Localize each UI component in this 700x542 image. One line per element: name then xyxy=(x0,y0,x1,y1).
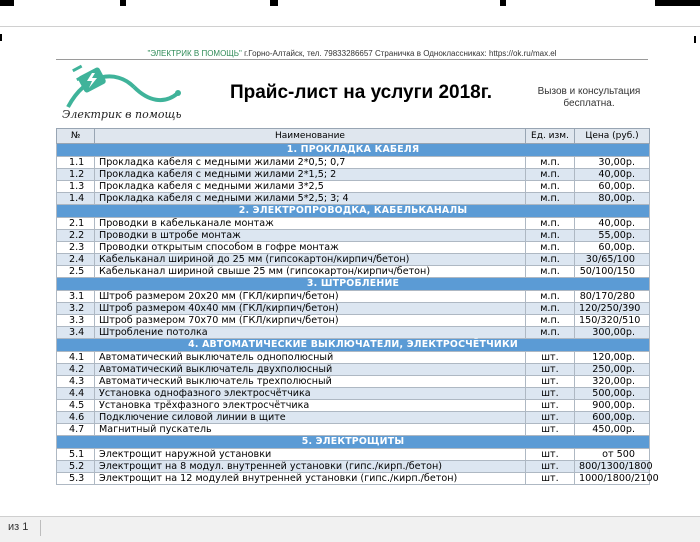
row-number: 2.2 xyxy=(57,230,95,242)
row-unit: м.п. xyxy=(526,266,575,278)
logo-text: Электрик в помощь xyxy=(62,108,182,121)
row-number: 4.6 xyxy=(57,412,95,424)
row-service-name: Штроб размером 40х40 мм (ГКЛ/кирпич/бетон) xyxy=(95,303,526,315)
table-body xyxy=(57,144,659,485)
table-row xyxy=(57,218,650,230)
row-service-name: Электрощит на 12 модулей внутренней установки (гипс./кирп./бетон) xyxy=(95,473,526,485)
row-price: 55,00р. xyxy=(575,230,650,242)
row-service-name: Подключение силовой линии в щите xyxy=(95,412,526,424)
row-price: 120/250/390 xyxy=(575,303,650,315)
row-unit: м.п. xyxy=(526,242,575,254)
row-price: 40,00р. xyxy=(575,218,650,230)
row-price: 450,00р. xyxy=(575,424,650,436)
table-row xyxy=(57,315,650,327)
section-header-row xyxy=(57,436,650,449)
row-number: 1.4 xyxy=(57,193,95,205)
row-price: 900,00р. xyxy=(575,400,650,412)
row-price: 80,00р. xyxy=(575,193,650,205)
row-number: 5.1 xyxy=(57,449,95,461)
row-price: 300,00р. xyxy=(575,327,650,339)
table-row xyxy=(57,193,650,205)
section-title: 3. ШТРОБЛЕНИЕ xyxy=(57,278,650,291)
row-unit: м.п. xyxy=(526,181,575,193)
row-price: 30/65/100 xyxy=(575,254,650,266)
table-row xyxy=(57,169,650,181)
row-number: 4.4 xyxy=(57,388,95,400)
table-row xyxy=(57,400,650,412)
section-title: 5. ЭЛЕКТРОЩИТЫ xyxy=(57,436,650,449)
row-number: 4.7 xyxy=(57,424,95,436)
page-counter: из 1 xyxy=(8,521,29,533)
row-price: 150/320/510 xyxy=(575,315,650,327)
table-row xyxy=(57,424,650,436)
table-row xyxy=(57,291,650,303)
row-price: 800/1300/1800 xyxy=(575,461,650,473)
row-service-name: Электрощит на 8 модул. внутренней установки (гипс./кирп./бетон) xyxy=(95,461,526,473)
row-price: 80/170/280 xyxy=(575,291,650,303)
row-number: 2.3 xyxy=(57,242,95,254)
table-row xyxy=(57,388,650,400)
row-service-name: Штробление потолка xyxy=(95,327,526,339)
header-price: Цена (руб.) xyxy=(575,129,650,144)
row-unit: м.п. xyxy=(526,315,575,327)
document-header xyxy=(56,49,648,60)
row-price: 50/100/150 xyxy=(575,266,650,278)
row-unit: шт. xyxy=(526,364,575,376)
row-number: 1.1 xyxy=(57,157,95,169)
row-unit: м.п. xyxy=(526,303,575,315)
company-logo xyxy=(56,63,192,125)
row-service-name: Проводки в кабельканале монтаж xyxy=(95,218,526,230)
row-number: 3.1 xyxy=(57,291,95,303)
section-title: 1. ПРОКЛАДКА КАБЕЛЯ xyxy=(57,144,650,157)
table-header-row xyxy=(57,129,650,144)
section-title: 4. АВТОМАТИЧЕСКИЕ ВЫКЛЮЧАТЕЛИ, ЭЛЕКТРОСЧЁТЧИКИ xyxy=(57,339,650,352)
consultation-note: Вызов и консультация бесплатна. xyxy=(537,86,641,109)
row-number: 4.1 xyxy=(57,352,95,364)
crop-mark xyxy=(694,36,696,43)
row-price: 60,00р. xyxy=(575,181,650,193)
table-row xyxy=(57,364,650,376)
row-service-name: Автоматический выключатель трехполюсный xyxy=(95,376,526,388)
row-price: 500,00р. xyxy=(575,388,650,400)
row-service-name: Электрощит наружной установки xyxy=(95,449,526,461)
table-row xyxy=(57,266,650,278)
section-header-row xyxy=(57,339,650,352)
row-unit: м.п. xyxy=(526,218,575,230)
row-unit: шт. xyxy=(526,424,575,436)
row-unit: м.п. xyxy=(526,157,575,169)
row-unit: м.п. xyxy=(526,254,575,266)
row-price: 40,00р. xyxy=(575,169,650,181)
row-number: 4.2 xyxy=(57,364,95,376)
row-number: 1.2 xyxy=(57,169,95,181)
row-number: 4.3 xyxy=(57,376,95,388)
row-unit: шт. xyxy=(526,400,575,412)
top-edge-mark xyxy=(0,0,14,6)
row-unit: шт. xyxy=(526,388,575,400)
row-service-name: Прокладка кабеля с медными жилами 2*0,5; 0,7 xyxy=(95,157,526,169)
section-title: 2. ЭЛЕКТРОПРОВОДКА, КАБЕЛЬКАНАЛЫ xyxy=(57,205,650,218)
row-unit: шт. xyxy=(526,376,575,388)
row-number: 5.3 xyxy=(57,473,95,485)
row-unit: шт. xyxy=(526,412,575,424)
row-service-name: Прокладка кабеля с медными жилами 2*1,5; 2 xyxy=(95,169,526,181)
row-price: 1000/1800/2100 xyxy=(575,473,650,485)
row-unit: шт. xyxy=(526,352,575,364)
table-row xyxy=(57,242,650,254)
row-service-name: Магнитный пускатель xyxy=(95,424,526,436)
row-service-name: Штроб размером 20х20 мм (ГКЛ/кирпич/бетон) xyxy=(95,291,526,303)
row-number: 1.3 xyxy=(57,181,95,193)
page-title: Прайс-лист на услуги 2018г. xyxy=(229,82,493,103)
row-price: 60,00р. xyxy=(575,242,650,254)
row-service-name: Штроб размером 70х70 мм (ГКЛ/кирпич/бетон) xyxy=(95,315,526,327)
viewer-footer xyxy=(0,516,700,542)
row-service-name: Кабельканал шириной свыше 25 мм (гипсокартон/кирпич/бетон) xyxy=(95,266,526,278)
header-unit: Ед. изм. xyxy=(526,129,575,144)
header-brand: "ЭЛЕКТРИК В ПОМОЩЬ" xyxy=(147,49,242,58)
row-unit: шт. xyxy=(526,473,575,485)
row-unit: м.п. xyxy=(526,327,575,339)
row-unit: м.п. xyxy=(526,193,575,205)
row-service-name: Автоматический выключатель однополюсный xyxy=(95,352,526,364)
table-row xyxy=(57,352,650,364)
row-unit: м.п. xyxy=(526,169,575,181)
table-row xyxy=(57,303,650,315)
section-header-row xyxy=(57,144,650,157)
row-price: 250,00р. xyxy=(575,364,650,376)
table-row xyxy=(57,181,650,193)
row-number: 3.4 xyxy=(57,327,95,339)
row-service-name: Автоматический выключатель двухполюсный xyxy=(95,364,526,376)
row-price: 120,00р. xyxy=(575,352,650,364)
toolbar-divider xyxy=(0,26,700,27)
viewer-toolbar xyxy=(0,0,700,52)
row-service-name: Прокладка кабеля с медными жилами 5*2,5; 3; 4 xyxy=(95,193,526,205)
row-service-name: Кабельканал шириной до 25 мм (гипсокартон/кирпич/бетон) xyxy=(95,254,526,266)
row-price: 30,00р. xyxy=(575,157,650,169)
table-row xyxy=(57,449,650,461)
price-table xyxy=(56,128,659,485)
top-edge-mark xyxy=(270,0,278,6)
table-row xyxy=(57,412,650,424)
header-contacts: г.Горно-Алтайск, тел. 79833286657 Страничка в Одноклассниках: https://ok.ru/max.el xyxy=(241,49,557,58)
row-unit: шт. xyxy=(526,449,575,461)
row-price: от 500 xyxy=(575,449,650,461)
row-service-name: Установка однофазного электросчётчика xyxy=(95,388,526,400)
row-number: 2.5 xyxy=(57,266,95,278)
table-row xyxy=(57,157,650,169)
table-row xyxy=(57,230,650,242)
row-price: 320,00р. xyxy=(575,376,650,388)
top-edge-mark xyxy=(120,0,126,6)
row-unit: м.п. xyxy=(526,230,575,242)
header-name: Наименование xyxy=(95,129,526,144)
row-service-name: Проводки в штробе монтаж xyxy=(95,230,526,242)
row-price: 600,00р. xyxy=(575,412,650,424)
top-edge-mark xyxy=(500,0,506,6)
table-row xyxy=(57,461,650,473)
row-service-name: Прокладка кабеля с медными жилами 3*2,5 xyxy=(95,181,526,193)
table-row xyxy=(57,327,650,339)
table-row xyxy=(57,376,650,388)
row-unit: шт. xyxy=(526,461,575,473)
row-service-name: Установка трёхфазного электросчётчика xyxy=(95,400,526,412)
row-unit: м.п. xyxy=(526,291,575,303)
top-edge-mark xyxy=(655,0,700,6)
row-number: 3.2 xyxy=(57,303,95,315)
row-number: 5.2 xyxy=(57,461,95,473)
header-num: № xyxy=(57,129,95,144)
table-row xyxy=(57,254,650,266)
table-row xyxy=(57,473,650,485)
row-service-name: Проводки открытым способом в гофре монтаж xyxy=(95,242,526,254)
section-header-row xyxy=(57,278,650,291)
row-number: 2.4 xyxy=(57,254,95,266)
row-number: 3.3 xyxy=(57,315,95,327)
section-header-row xyxy=(57,205,650,218)
footer-divider xyxy=(40,520,41,536)
crop-mark xyxy=(0,34,2,41)
row-number: 4.5 xyxy=(57,400,95,412)
row-number: 2.1 xyxy=(57,218,95,230)
